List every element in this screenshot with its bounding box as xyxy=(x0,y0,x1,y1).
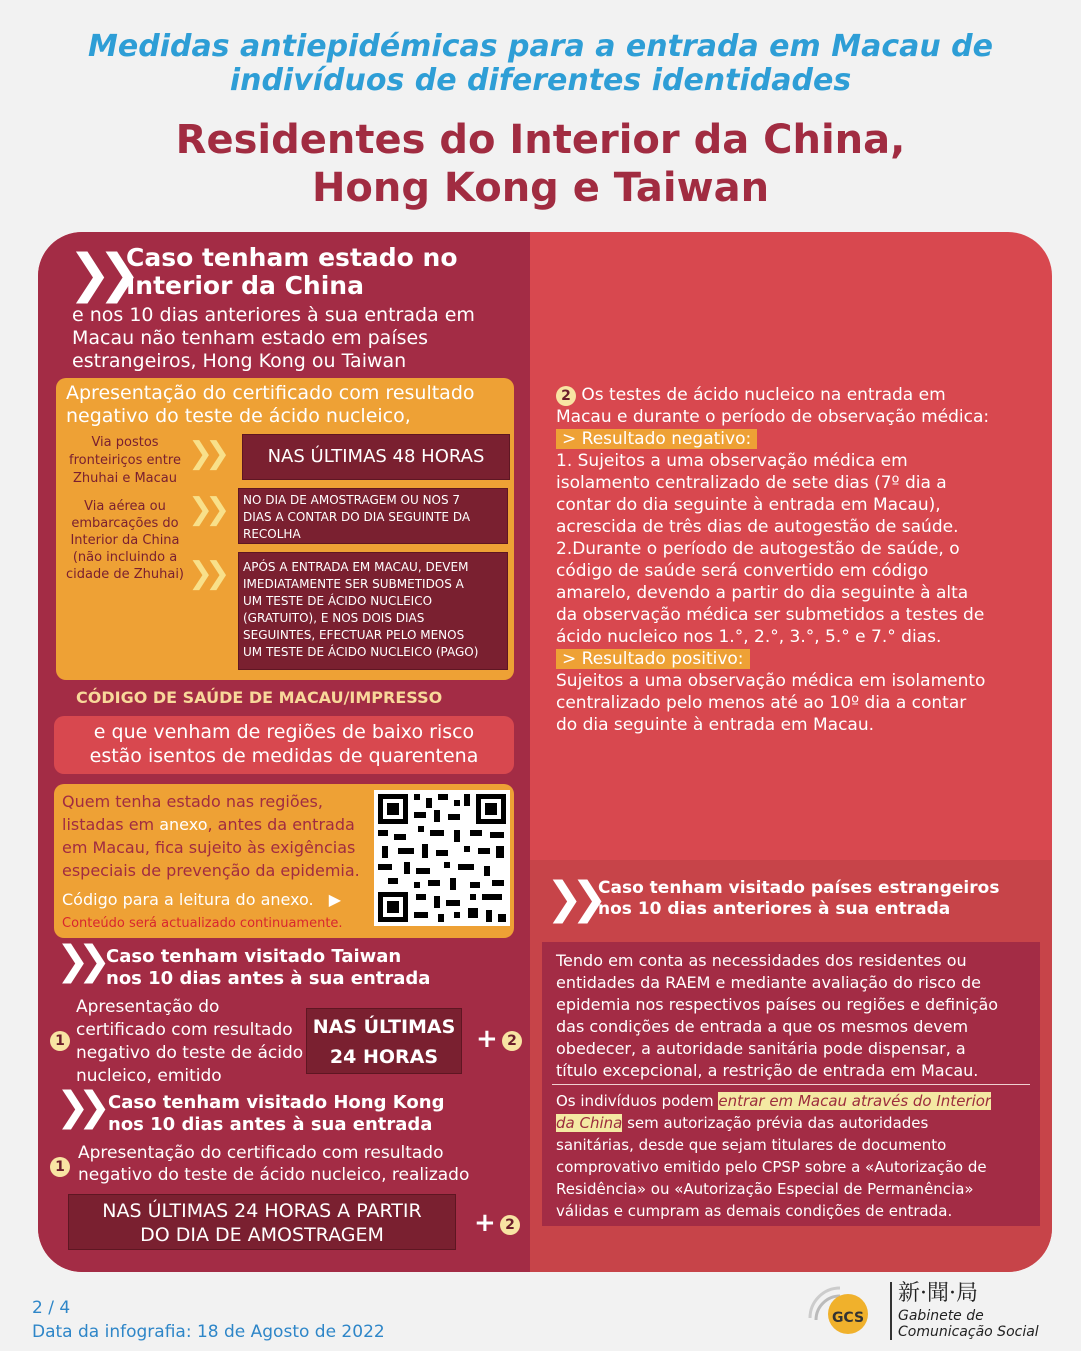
page-number: 2 / 4 xyxy=(32,1298,71,1318)
exempt-box xyxy=(54,716,514,774)
hongkong-hours-box xyxy=(68,1194,456,1250)
via-air-line: Via aérea ou xyxy=(84,499,166,514)
page-title xyxy=(0,30,1081,98)
negative-line: amarelo, devendo a partir do dia seguinte à alta xyxy=(556,583,969,603)
negative-result-label: > Resultado negativo: xyxy=(556,429,757,449)
footer-info xyxy=(32,1296,385,1344)
special-text xyxy=(62,790,360,882)
step-number: 1 xyxy=(50,1157,70,1177)
air-box xyxy=(238,488,508,544)
chevron-icon: ❯❯ xyxy=(56,938,100,984)
via-air-line: embarcações do xyxy=(71,516,179,531)
negative-line: da observação médica ser submetidos a testes de xyxy=(556,605,985,625)
after-line: UM TESTE DE ÁCIDO NUCLEICO xyxy=(243,594,433,608)
mainland-sub-line: estrangeiros, Hong Kong ou Taiwan xyxy=(72,350,407,372)
arrow-icon: ❯❯ xyxy=(188,556,223,591)
svg-text:GCS: GCS xyxy=(831,1310,865,1326)
qr-label-text: Código para a leitura do anexo. xyxy=(62,890,314,909)
positive-result-label: > Resultado positivo: xyxy=(556,649,750,669)
via-air-line: (não incluindo a xyxy=(72,550,178,565)
hongkong-box-line: DO DIA DE AMOSTRAGEM xyxy=(140,1224,384,1246)
mainland-sub-line: e nos 10 dias anteriores à sua entrada em xyxy=(72,304,475,326)
negative-line: ácido nucleico nos 1.°, 2.°, 3.°, 5.° e 7.° dias. xyxy=(556,627,942,647)
page-subtitle xyxy=(0,116,1081,212)
mainland-heading-line: Interior da China xyxy=(126,271,364,300)
via-land-line: Via postos xyxy=(91,435,159,450)
tests-intro-line xyxy=(556,384,1036,406)
via-land-label xyxy=(60,434,190,488)
via-air-label xyxy=(60,498,190,583)
negative-line: acrescida de três dias de autogestão de saúde. xyxy=(556,517,959,537)
taiwan-heading xyxy=(106,946,430,990)
hongkong-box-line: NAS ÚLTIMAS 24 HORAS A PARTIR xyxy=(102,1200,422,1222)
tests-section xyxy=(556,384,1036,736)
foreign-line: título excepcional, a restrição de entrada em Macau. xyxy=(556,1061,979,1080)
via-land-line: Zhuhai e Macau xyxy=(73,471,177,486)
foreign-heading-line: Caso tenham visitado países estrangeiros xyxy=(598,878,1000,898)
plus-sign xyxy=(476,1024,498,1054)
arrow-icon: ❯❯ xyxy=(188,436,223,471)
special-line: Quem tenha estado nas regiões, xyxy=(62,792,323,811)
foreign-line: entidades da RAEM e mediante avaliação do risco de xyxy=(556,973,981,992)
divider xyxy=(552,1084,1030,1085)
cert-line: negativo do teste de ácido nucleico, xyxy=(66,405,411,427)
negative-line: isolamento centralizado de sete dias (7º dia a xyxy=(556,473,947,493)
gcs-logo-text xyxy=(898,1280,1039,1340)
plus-sign xyxy=(474,1208,496,1238)
after-line: APÓS A ENTRADA EM MACAU, DEVEM xyxy=(243,560,469,574)
cert-text xyxy=(66,382,475,428)
foreign-line: comprovativo emitido pelo CPSP sobre a «Autorização de xyxy=(556,1158,987,1176)
after-line: SEGUINTES, EFECTUAR PELO MENOS xyxy=(243,628,465,642)
exempt-line: estão isentos de medidas de quarentena xyxy=(89,745,479,767)
certificate-box xyxy=(56,378,514,680)
taiwan-heading-line: nos 10 dias antes à sua entrada xyxy=(106,968,431,989)
taiwan-text-line: negativo do teste de ácido xyxy=(76,1043,304,1063)
taiwan-step-1 xyxy=(50,1030,70,1051)
after-line: IMEDIATAMENTE SER SUBMETIDOS A xyxy=(243,577,464,591)
foreign-line: Tendo em conta as necessidades dos residentes ou xyxy=(556,951,967,970)
special-text-part: , antes da entrada xyxy=(207,815,355,834)
foreign-paragraph-2 xyxy=(556,1090,991,1222)
plus-text: + xyxy=(474,1208,496,1238)
title-line-2: indivíduos de diferentes identidades xyxy=(229,63,852,98)
special-measures-box xyxy=(54,784,514,938)
annex-link[interactable]: anexo xyxy=(159,815,208,834)
hongkong-text-line: negativo do teste de ácido nucleico, realizado xyxy=(78,1165,470,1185)
foreign-paragraph-1 xyxy=(556,950,998,1082)
hongkong-text xyxy=(78,1142,469,1186)
gcs-logo-icon xyxy=(800,1278,890,1344)
special-line xyxy=(62,813,360,836)
title-line-1: Medidas antiepidémicas para a entrada em Macau de xyxy=(88,29,993,64)
hongkong-text-line: Apresentação do certificado com resultado xyxy=(78,1143,444,1163)
step-number: 2 xyxy=(556,386,576,406)
taiwan-heading-line: Caso tenham visitado Taiwan xyxy=(106,946,402,967)
logo-portuguese: Gabinete de xyxy=(898,1308,984,1324)
tests-intro-text: Os testes de ácido nucleico na entrada em xyxy=(576,385,946,405)
hongkong-heading-line: Caso tenham visitado Hong Kong xyxy=(108,1092,445,1113)
cert-line: Apresentação do certificado com resultado xyxy=(66,382,475,404)
taiwan-text-line: Apresentação do xyxy=(76,997,220,1017)
qr-code-icon xyxy=(374,790,510,926)
main-panel xyxy=(38,232,1052,1272)
taiwan-text-line: nucleico, emitido xyxy=(76,1066,222,1086)
land-hours-box: NAS ÚLTIMAS 48 HORAS xyxy=(242,434,510,480)
taiwan-text xyxy=(76,996,303,1088)
subtitle-line-1: Residentes do Interior da China, xyxy=(175,117,906,163)
logo-divider xyxy=(890,1282,892,1340)
foreign-text: sem autorização prévia das autoridades xyxy=(622,1114,929,1132)
taiwan-box-line: 24 HORAS xyxy=(329,1046,439,1068)
negative-line: código de saúde será convertido em código xyxy=(556,561,929,581)
via-air-line: cidade de Zhuhai) xyxy=(65,567,184,582)
subtitle-line-2: Hong Kong e Taiwan xyxy=(311,165,770,211)
via-land-line: fronteiriços entre xyxy=(69,453,181,468)
gcs-logo xyxy=(800,1278,890,1344)
plus-text: + xyxy=(476,1024,498,1054)
step-number: 2 xyxy=(500,1215,520,1235)
positive-line: do dia seguinte à entrada em Macau. xyxy=(556,715,875,735)
qr-note: Conteúdo será actualizado continuamente. xyxy=(62,916,343,931)
highlight-text: entrar em Macau através do Interior xyxy=(718,1092,992,1110)
hongkong-heading-line: nos 10 dias antes à sua entrada xyxy=(108,1114,433,1135)
chevron-icon: ❯❯ xyxy=(546,873,596,924)
after-line: (GRATUITO), E NOS DOIS DIAS xyxy=(243,611,425,625)
foreign-line: epidemia nos respectivos países ou regiões e definição xyxy=(556,995,999,1014)
foreign-line: Residência» ou «Autorização Especial de Permanência» xyxy=(556,1180,974,1198)
mainland-heading xyxy=(126,244,458,300)
after-entry-box xyxy=(238,552,508,670)
negative-line: 2.Durante o período de autogestão de saúde, o xyxy=(556,539,960,559)
foreign-line: sanitárias, desde que sejam titulares de documento xyxy=(556,1136,947,1154)
foreign-line: das condições de entrada a que os mesmos devem xyxy=(556,1017,969,1036)
taiwan-text-line: certificado com resultado xyxy=(76,1020,293,1040)
taiwan-box-line: NAS ÚLTIMAS xyxy=(312,1016,456,1038)
negative-line: 1. Sujeitos a uma observação médica em xyxy=(556,451,908,471)
logo-portuguese: Comunicação Social xyxy=(898,1324,1039,1340)
positive-line: centralizado pelo menos até ao 10º dia a contar xyxy=(556,693,967,713)
mainland-sub xyxy=(72,304,475,373)
hongkong-heading xyxy=(108,1092,444,1136)
foreign-text: Os indivíduos podem xyxy=(556,1092,719,1110)
play-arrow-icon: ▶ xyxy=(328,890,342,909)
special-text-part: listadas em xyxy=(62,815,160,834)
exempt-line: e que venham de regiões de baixo risco xyxy=(93,721,475,743)
special-line: especiais de prevenção da epidemia. xyxy=(62,861,360,880)
logo-chinese: 新·聞·局 xyxy=(898,1281,978,1306)
foreign-heading xyxy=(598,878,999,920)
arrow-icon: ❯❯ xyxy=(188,492,223,527)
qr-code[interactable] xyxy=(374,790,510,926)
foreign-line xyxy=(556,1090,991,1112)
foreign-line xyxy=(556,1112,991,1134)
positive-line: Sujeitos a uma observação médica em isolamento xyxy=(556,671,986,691)
special-line: em Macau, fica sujeito às exigências xyxy=(62,838,356,857)
mainland-heading-line: Caso tenham estado no xyxy=(126,243,458,272)
health-code-label: CÓDIGO DE SAÚDE DE MACAU/IMPRESSO xyxy=(76,688,443,707)
foreign-line: válidas e cumpram as demais condições de entrada. xyxy=(556,1202,953,1220)
negative-line: contar do dia seguinte à entrada em Macau), xyxy=(556,495,941,515)
mainland-sub-line: Macau não tenham estado em países xyxy=(72,327,429,349)
chevron-icon: ❯❯ xyxy=(68,244,128,304)
infographic-date: Data da infografia: 18 de Agosto de 2022 xyxy=(32,1322,385,1342)
air-box-line: RECOLHA xyxy=(243,527,301,541)
taiwan-hours-box xyxy=(306,1008,462,1074)
after-line: UM TESTE DE ÁCIDO NUCLEICO (PAGO) xyxy=(243,645,479,659)
foreign-heading-line: nos 10 dias anteriores à sua entrada xyxy=(598,899,951,919)
via-air-line: Interior da China xyxy=(70,533,180,548)
foreign-line: obedecer, a autoridade sanitária pode dispensar, a xyxy=(556,1039,966,1058)
qr-label xyxy=(62,890,341,909)
hongkong-step-1 xyxy=(50,1156,70,1177)
chevron-icon: ❯❯ xyxy=(56,1084,100,1130)
step-number: 1 xyxy=(50,1031,70,1051)
air-box-line: NO DIA DE AMOSTRAGEM OU NOS 7 xyxy=(243,493,461,507)
tests-intro-line: Macau e durante o período de observação médica: xyxy=(556,407,990,427)
foreign-box xyxy=(542,942,1040,1226)
step-number: 2 xyxy=(502,1031,522,1051)
highlight-text: da China xyxy=(556,1114,623,1132)
air-box-line: DIAS A CONTAR DO DIA SEGUINTE DA xyxy=(243,510,471,524)
